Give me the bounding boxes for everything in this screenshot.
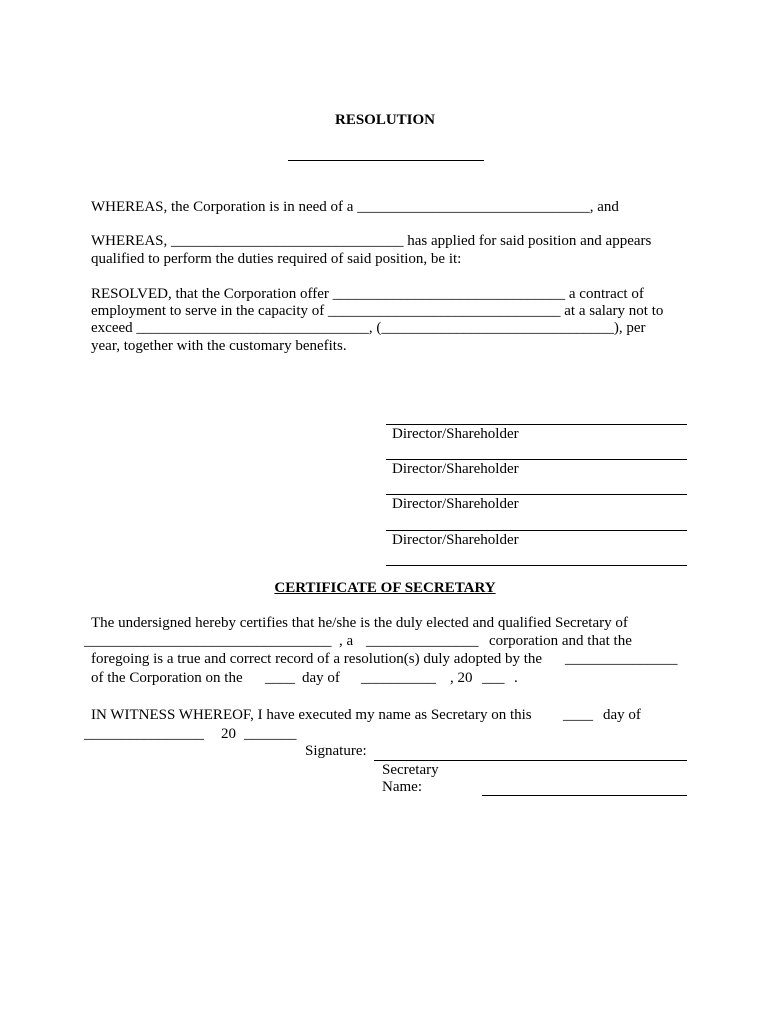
resolved-paragraph-line-4: year, together with the customary benefits. <box>91 338 347 354</box>
resolved-paragraph-line-2: employment to serve in the capacity of _______________________________ at a salary not to <box>91 303 664 319</box>
signature-line-2 <box>386 459 687 460</box>
certificate-line-4-text: of the Corporation on the <box>91 670 243 686</box>
certificate-line-3: foregoing is a true and correct record of a resolution(s) duly adopted by the <box>91 651 543 667</box>
secretary-label: Secretary <box>382 762 439 778</box>
blank-year: ___ <box>482 670 505 686</box>
certificate-title: CERTIFICATE OF SECRETARY <box>274 580 496 596</box>
page-title: RESOLUTION <box>334 112 436 128</box>
signature-label: Signature: <box>305 743 367 759</box>
title-underline <box>288 160 484 161</box>
blank-day: ____ <box>265 670 295 686</box>
year-prefix-text: , 20 <box>450 670 473 686</box>
witness-year-prefix: 20 <box>221 726 236 742</box>
signature-line-1 <box>386 424 687 425</box>
blank-month: __________ <box>361 670 436 686</box>
signature-line-5 <box>386 565 687 566</box>
whereas-paragraph-2-line-1: WHEREAS, _______________________________ has applied for said position and appears <box>91 233 652 249</box>
certificate-a-text: , a <box>339 633 354 649</box>
blank-state: _______________ <box>366 633 479 649</box>
blank-witness-month: ________________ <box>84 726 204 742</box>
signature-label-2: Director/Shareholder <box>392 461 519 477</box>
resolved-paragraph-line-3: exceed _______________________________, (_______________________________), per <box>91 320 646 336</box>
witness-day-of-text: day of <box>603 707 641 723</box>
blank-board: _______________ <box>565 651 678 667</box>
signature-line-3 <box>386 494 687 495</box>
blank-witness-day: ____ <box>563 707 593 723</box>
signature-label-3: Director/Shareholder <box>392 496 519 512</box>
certificate-line-1: The undersigned hereby certifies that he/she is the duly elected and qualified Secretary of <box>91 615 628 631</box>
secretary-signature-line <box>374 760 687 761</box>
witness-text: IN WITNESS WHEREOF, I have executed my name as Secretary on this <box>91 707 532 723</box>
secretary-name-line <box>482 795 687 796</box>
signature-label-4: Director/Shareholder <box>392 532 519 548</box>
signature-line-4 <box>386 530 687 531</box>
whereas-paragraph-1: WHEREAS, the Corporation is in need of a _______________________________, and <box>91 199 619 215</box>
period-text: . <box>514 670 518 686</box>
day-of-text: day of <box>302 670 340 686</box>
signature-label-1: Director/Shareholder <box>392 426 519 442</box>
blank-witness-year: _______ <box>244 726 297 742</box>
blank-corporation-name: _________________________________ <box>84 633 332 649</box>
name-label: Name: <box>382 779 422 795</box>
resolved-paragraph-line-1: RESOLVED, that the Corporation offer _______________________________ a contract of <box>91 286 644 302</box>
certificate-line-2-text: corporation and that the <box>489 633 632 649</box>
whereas-paragraph-2-line-2: qualified to perform the duties required of said position, be it: <box>91 251 462 267</box>
